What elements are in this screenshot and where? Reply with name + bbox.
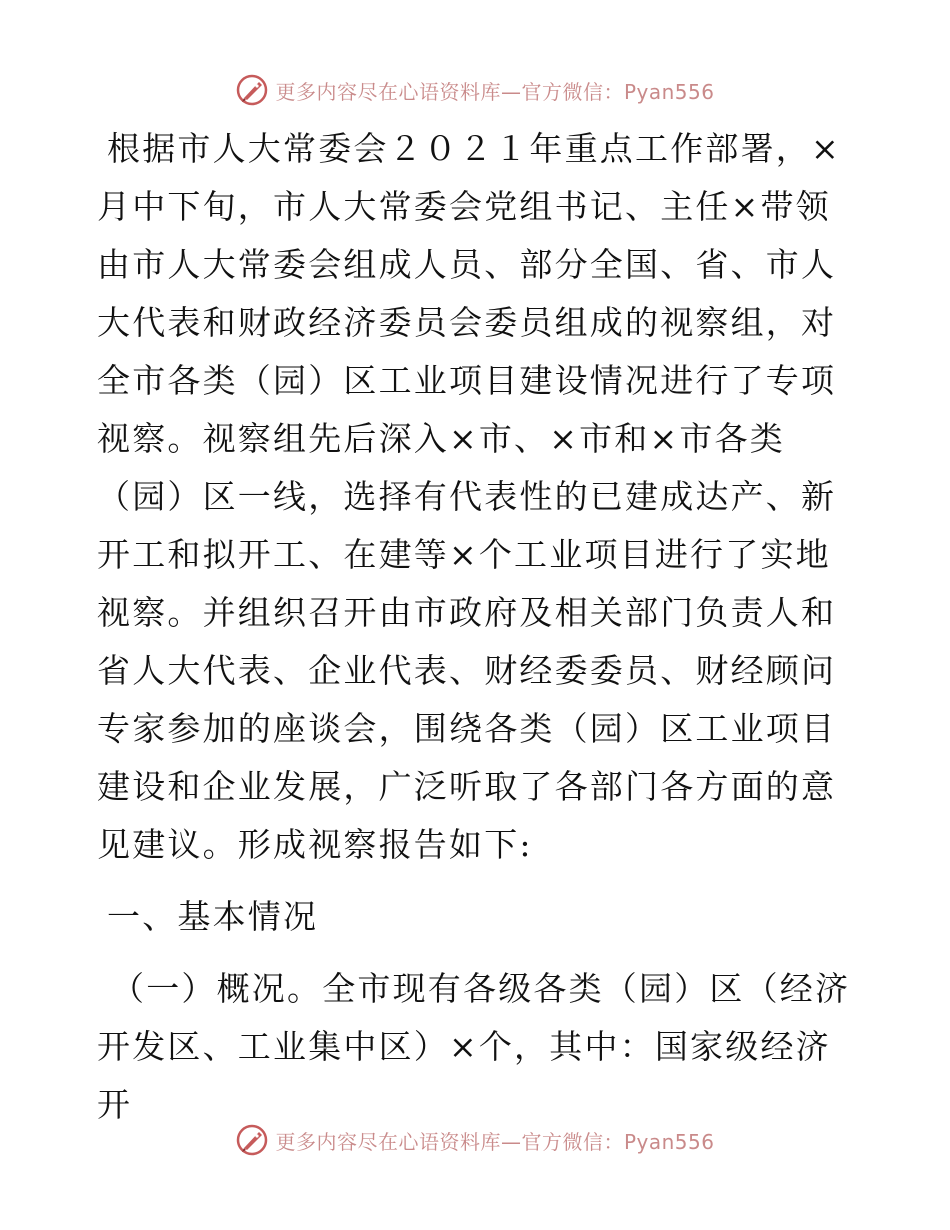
pen-nib-logo-icon <box>235 73 269 107</box>
subsection-paragraph: （一）概况。全市现有各级各类（园）区（经济开发区、工业集中区）×个，其中：国家级经济开 <box>97 969 851 1124</box>
intro-paragraph: 根据市人大常委会２０２１年重点工作部署，×月中下旬，市人大常委会党组书记、主任×带领由市人大常委会组成人员、部分全国、省、市人大代表和财政经济委员会委员组成的视察组，对全市各类（园）区工业项目建设情况进行了专项视察。视察组先后深入×市、×市和×市各类（园）区一线，选择有代表性的已建成达产、新开工和拟开工、在建等×个工业项目进行了实地视察。并组织召开由市政府及相关部门负责人和省人大代表、企业代表、财经委委员、财经顾问专家参加的座谈会，围绕各类（园）区工业项目建设和企业发展，广泛听取了各部门各方面的意见建议。形成视察报告如下: <box>97 129 841 864</box>
watermark-text: 更多内容尽在心语资料库—官方微信：Pyan556 <box>275 1129 715 1154</box>
pen-nib-logo-icon <box>235 1123 269 1157</box>
watermark-text: 更多内容尽在心语资料库—官方微信：Pyan556 <box>275 79 715 104</box>
document-body <box>97 120 857 1134</box>
section-heading: 一、基本情况 <box>107 897 319 936</box>
watermark-banner-top <box>0 70 950 110</box>
watermark-banner-bottom <box>0 1120 950 1160</box>
